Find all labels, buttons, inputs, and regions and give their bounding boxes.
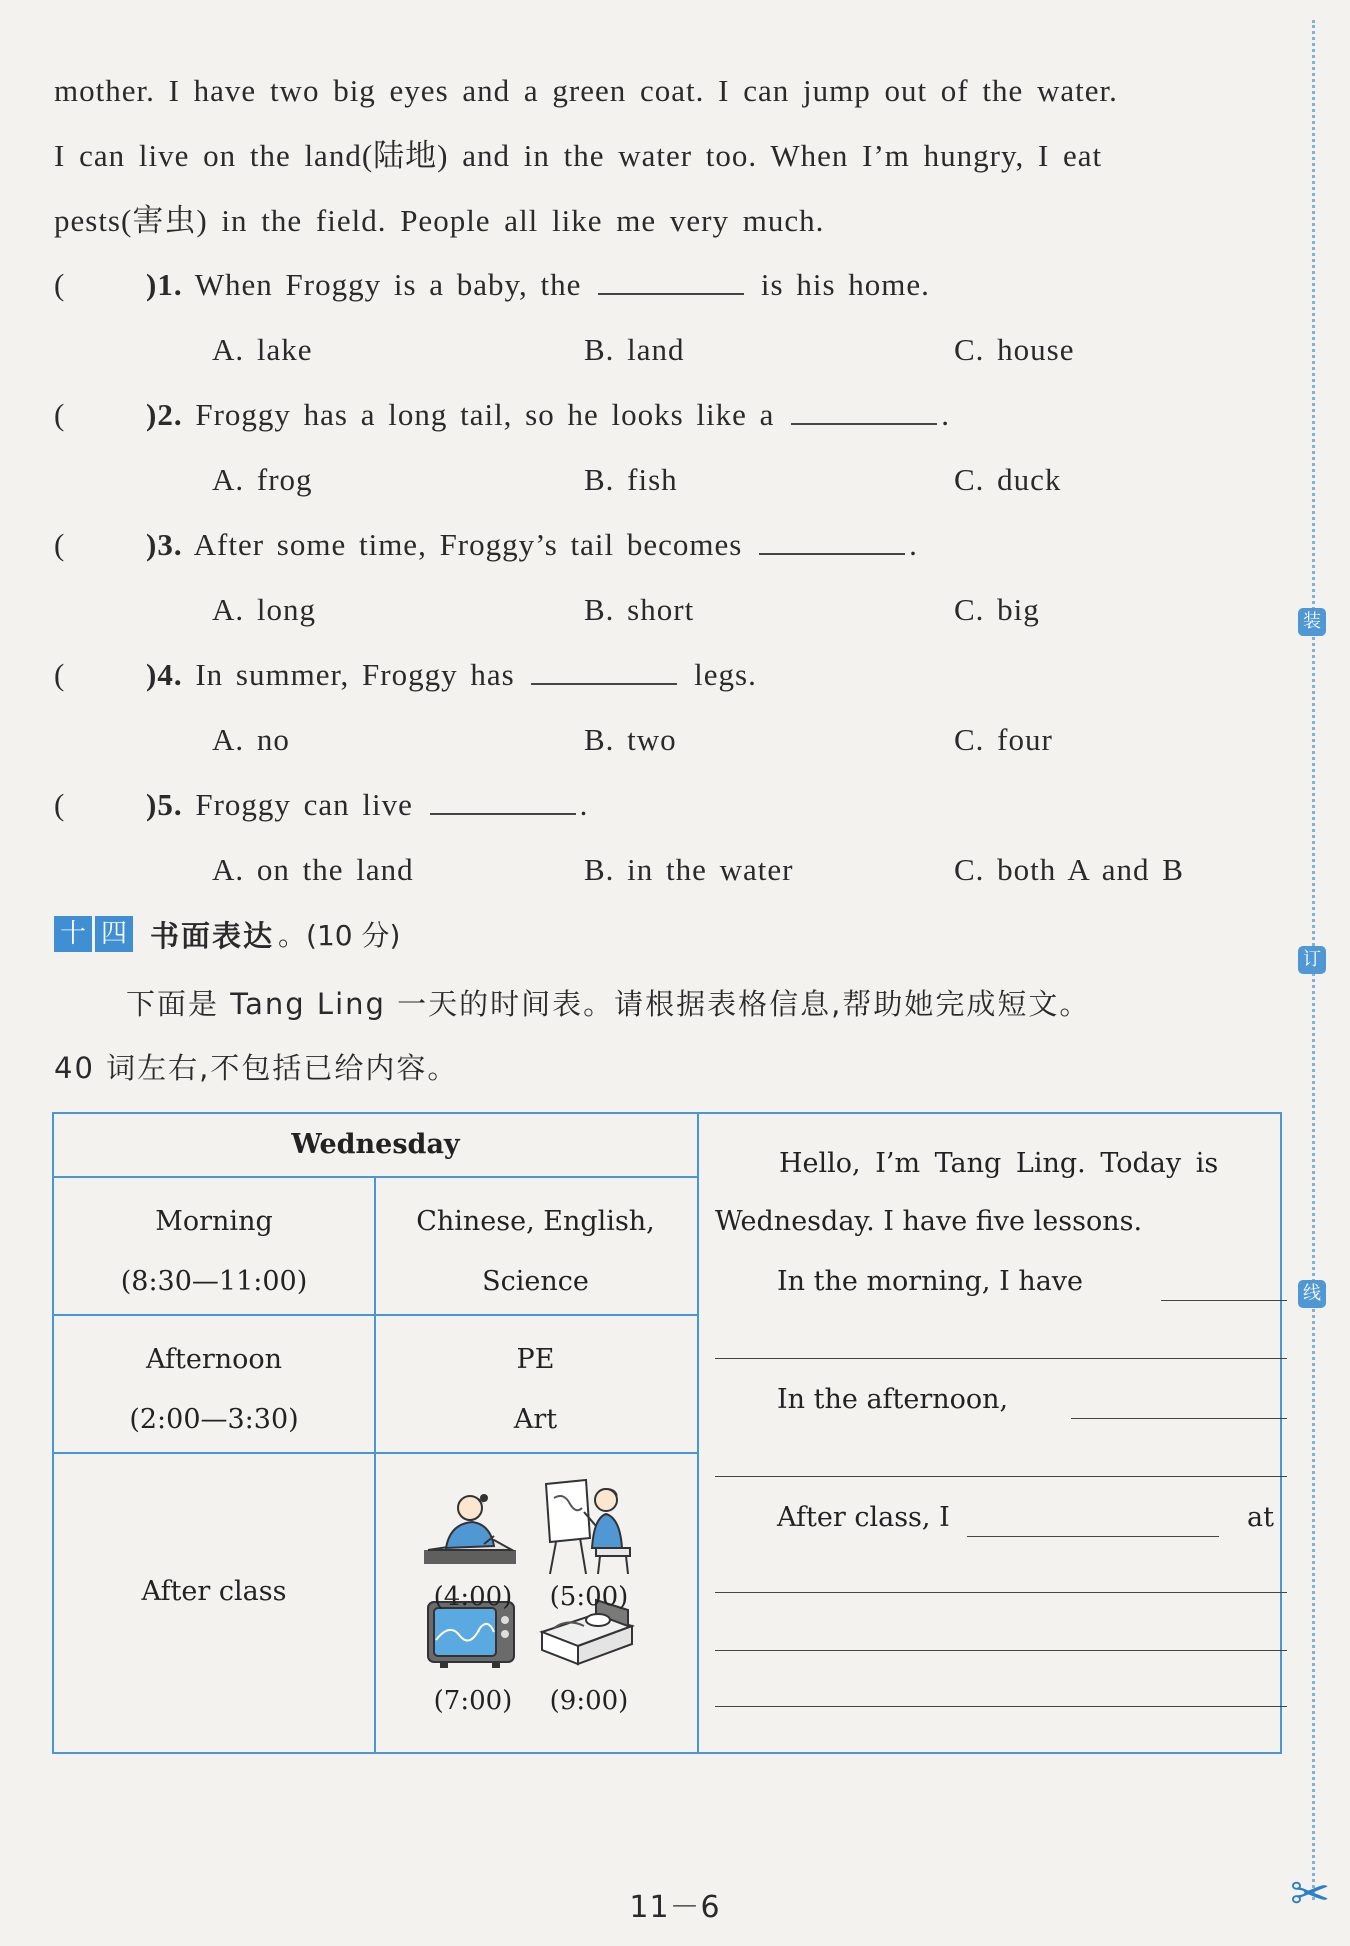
morning-subjects-cell <box>374 1192 697 1312</box>
question-text-end: . <box>941 397 950 432</box>
question-text-end: legs. <box>694 657 757 692</box>
instruction-line: 下面是 Tang Ling 一天的时间表。请根据表格信息,帮助她完成短文。 <box>126 987 1091 1021</box>
afternoon-label: Afternoon <box>145 1344 283 1375</box>
question-text: After some time, Froggy’s tail becomes <box>193 527 743 562</box>
option-b: B. fish <box>584 462 678 497</box>
question-2-options <box>54 447 1284 512</box>
writing-blank[interactable] <box>715 1592 1287 1593</box>
option-c: C. big <box>954 592 1040 627</box>
passage-line: I can live on the land(陆地) and in the water too. When I’m hungry, I eat <box>54 138 1103 173</box>
reading-passage <box>54 58 1284 253</box>
afternoon-subject: PE <box>516 1344 555 1375</box>
section-number-box: 四 <box>95 916 133 952</box>
composition-line: Wednesday. I have five lessons. <box>715 1206 1143 1237</box>
composition-line: After class, I <box>777 1502 950 1533</box>
question-text-end: . <box>579 787 589 822</box>
option-b: B. in the water <box>584 852 794 887</box>
side-tab-zhuang: 装 <box>1298 608 1326 636</box>
option-b: B. two <box>584 722 677 757</box>
option-c: C. both A and B <box>954 852 1184 887</box>
homework-girl-icon <box>424 1488 520 1580</box>
afternoon-subjects-cell <box>374 1330 697 1450</box>
activity-time: (9:00) <box>549 1686 629 1716</box>
page-number: 11－6 <box>629 1890 721 1925</box>
after-class-label: After class <box>141 1576 287 1607</box>
question-number: )1. <box>146 267 183 302</box>
passage-line: mother. I have two big eyes and a green coat. I can jump out of the water. <box>54 73 1118 108</box>
composition-line: Hello, I’m Tang Ling. Today is <box>779 1148 1219 1179</box>
question-text: Froggy has a long tail, so he looks like a <box>195 397 775 432</box>
question-number: )3. <box>146 527 183 562</box>
passage-line: pests(害虫) in the field. People all like me very much. <box>54 203 825 238</box>
morning-time: (8:30—11:00) <box>120 1266 308 1297</box>
question-number: )2. <box>146 397 183 432</box>
answer-paren[interactable]: ( <box>54 397 66 432</box>
schedule-table <box>52 1112 1282 1754</box>
section-number-box: 十 <box>54 916 92 952</box>
question-text: Froggy can live <box>195 787 413 822</box>
question-3-options <box>54 577 1284 642</box>
scissors-icon: ✂ <box>1290 1866 1331 1922</box>
answer-blank[interactable] <box>430 787 576 815</box>
writing-blank[interactable] <box>715 1476 1287 1477</box>
question-5-options <box>54 837 1284 902</box>
option-a: A. frog <box>212 462 313 497</box>
question-text: When Froggy is a baby, the <box>194 267 582 302</box>
option-b: B. short <box>584 592 695 627</box>
option-a: A. lake <box>212 332 313 367</box>
side-tab-ding: 订 <box>1298 946 1326 974</box>
answer-blank[interactable] <box>598 267 744 295</box>
answer-paren[interactable]: ( <box>54 657 66 692</box>
question-4 <box>54 642 1284 707</box>
answer-blank[interactable] <box>791 397 937 425</box>
painting-girl-icon <box>540 1478 636 1578</box>
answer-paren[interactable]: ( <box>54 267 66 302</box>
afternoon-subject: Art <box>513 1404 558 1435</box>
writing-blank[interactable] <box>1071 1418 1287 1419</box>
afternoon-cell <box>54 1330 374 1450</box>
option-a: A. long <box>212 592 316 627</box>
writing-blank[interactable] <box>715 1706 1287 1707</box>
question-2 <box>54 382 1284 447</box>
question-text-end: is his home. <box>760 267 930 302</box>
question-text-end: . <box>909 527 918 562</box>
composition-line-end: at <box>1247 1502 1274 1533</box>
question-number: )5. <box>146 787 183 822</box>
morning-cell <box>54 1192 374 1312</box>
activity-time: (4:00) <box>433 1582 513 1612</box>
section-title: 书面表达 <box>150 918 275 953</box>
table-divider <box>54 1314 697 1316</box>
morning-subjects: Science <box>482 1266 589 1297</box>
question-number: )4. <box>146 657 183 692</box>
question-5 <box>54 772 1284 837</box>
section-score: 。(10 分) <box>278 919 401 952</box>
option-a: A. no <box>212 722 290 757</box>
composition-area <box>699 1114 1279 1754</box>
section-heading <box>54 912 400 956</box>
table-divider <box>54 1176 697 1178</box>
option-c: C. house <box>954 332 1075 367</box>
morning-label: Morning <box>155 1206 273 1237</box>
table-divider <box>54 1452 697 1454</box>
question-1-options <box>54 317 1284 382</box>
instruction-line: 40 词左右,不包括已给内容。 <box>54 1051 459 1085</box>
schedule-day: Wednesday <box>291 1129 460 1160</box>
section-instructions <box>54 972 1294 1100</box>
answer-paren[interactable]: ( <box>54 527 66 562</box>
writing-blank[interactable] <box>1161 1300 1287 1301</box>
writing-blank[interactable] <box>715 1358 1287 1359</box>
option-c: C. four <box>954 722 1053 757</box>
answer-blank[interactable] <box>759 527 905 555</box>
question-1 <box>54 252 1284 317</box>
option-b: B. land <box>584 332 685 367</box>
question-3 <box>54 512 1284 577</box>
writing-blank[interactable] <box>715 1650 1287 1651</box>
question-text: In summer, Froggy has <box>195 657 515 692</box>
option-c: C. duck <box>954 462 1062 497</box>
option-a: A. on the land <box>212 852 414 887</box>
writing-blank[interactable] <box>967 1536 1219 1537</box>
answer-paren[interactable]: ( <box>54 787 66 822</box>
answer-blank[interactable] <box>531 657 677 685</box>
afternoon-time: (2:00—3:30) <box>129 1404 299 1435</box>
question-list <box>54 252 1284 902</box>
activity-time: (7:00) <box>433 1686 513 1716</box>
morning-subjects: Chinese, English, <box>416 1206 655 1237</box>
side-tab-xian: 线 <box>1298 1280 1326 1308</box>
composition-line: In the afternoon, <box>777 1384 1009 1415</box>
question-4-options <box>54 707 1284 772</box>
composition-line: In the morning, I have <box>777 1266 1084 1297</box>
activity-time: (5:00) <box>549 1582 629 1612</box>
